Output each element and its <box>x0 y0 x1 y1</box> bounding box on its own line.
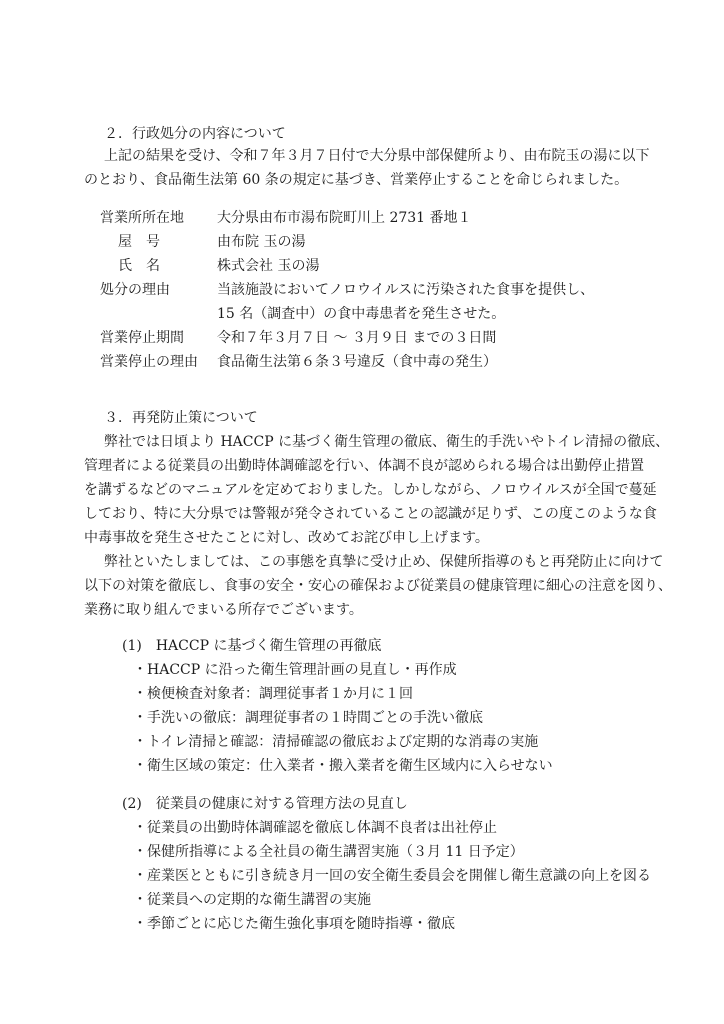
section-3-paragraph-line: を講ずるなどのマニュアルを定めておりました。しかしながら、ノロウイルスが全国で蔓延 <box>84 482 657 498</box>
info-label-suspension-period: 営業停止期間 <box>100 330 184 346</box>
info-label-location: 営業所所在地 <box>100 210 184 226</box>
measure-2-heading: (2) 従業員の健康に対する管理方法の見直し <box>122 796 408 812</box>
info-value-suspension-period: 令和７年３月７日 〜 ３月９日 までの３日間 <box>217 330 497 346</box>
section-3-paragraph-line: 弊社では日頃より HACCP に基づく衛生管理の徹底、衛生的手洗いやトイレ清掃の徹底、 <box>104 434 670 450</box>
info-value-reason-continued: 15 名（調査中）の食中毒患者を発生させた。 <box>217 306 506 322</box>
section-2-paragraph-line: のとおり、食品衛生法第 60 条の規定に基づき、営業停止することを命じられました。 <box>84 172 629 188</box>
measure-1-heading: (1) HACCP に基づく衛生管理の再徹底 <box>122 638 382 654</box>
section-3-paragraph-line: 弊社といたしましては、この事態を真摯に受け止め、保健所指導のもと再発防止に向けて <box>104 554 664 570</box>
info-label-trade-name: 屋 号 <box>118 234 160 250</box>
info-label-reason: 処分の理由 <box>100 282 170 298</box>
info-label-name: 氏 名 <box>118 258 160 274</box>
section-3-paragraph-line: 以下の対策を徹底し、食事の安全・安心の確保および従業員の健康管理に細心の注意を図り、 <box>84 578 672 594</box>
section-2-paragraph-line: 上記の結果を受け、令和７年３月７日付で大分県中部保健所より、由布院玉の湯に以下 <box>104 148 650 164</box>
measure-2-item: ・従業員の出勤時体調確認を徹底し体調不良者は出社停止 <box>133 820 497 836</box>
measure-2-item: ・従業員への定期的な衛生講習の実施 <box>133 892 371 908</box>
info-value-suspension-reason: 食品衛生法第６条３号違反（食中毒の発生） <box>217 354 497 370</box>
section-2-heading: ２．行政処分の内容について <box>104 126 286 142</box>
measure-1-item: ・検便検査対象者：調理従事者１か月に１回 <box>133 686 413 702</box>
measure-1-item: ・トイレ清掃と確認：清掃確認の徹底および定期的な消毒の実施 <box>133 734 539 750</box>
measure-1-item: ・HACCP に沿った衛生管理計画の見直し・再作成 <box>133 662 457 678</box>
measure-1-item: ・手洗いの徹底：調理従事者の１時間ごとの手洗い徹底 <box>133 710 483 726</box>
measure-2-item: ・産業医とともに引き続き月一回の安全衛生委員会を開催し衛生意識の向上を図る <box>133 868 651 884</box>
measure-1-item: ・衛生区域の策定：仕入業者・搬入業者を衛生区域内に入らせない <box>133 758 553 774</box>
info-value-trade-name: 由布院 玉の湯 <box>217 234 306 250</box>
section-3-paragraph-line: しており、特に大分県では警報が発令されていることの認識が足りず、この度このような食 <box>84 506 657 522</box>
info-value-location: 大分県由布市湯布院町川上 2731 番地１ <box>217 210 472 226</box>
info-label-suspension-reason: 営業停止の理由 <box>100 354 198 370</box>
section-3-paragraph-line: 業務に取り組んでまいる所存でございます。 <box>84 602 363 618</box>
measure-2-item: ・季節ごとに応じた衛生強化事項を随時指導・徹底 <box>133 916 455 932</box>
info-value-reason: 当該施設においてノロウイルスに汚染された食事を提供し、 <box>217 282 595 298</box>
section-3-heading: ３．再発防止策について <box>104 410 258 426</box>
section-3-paragraph-line: 管理者による従業員の出勤時体調確認を行い、体調不良が認められる場合は出勤停止措置 <box>84 458 644 474</box>
measure-2-item: ・保健所指導による全社員の衛生講習実施（３月 11 日予定） <box>133 844 524 860</box>
info-value-name: 株式会社 玉の湯 <box>217 258 320 274</box>
section-3-paragraph-line: 中毒事故を発生させたことに対し、改めてお詫び申し上げます。 <box>84 530 489 546</box>
